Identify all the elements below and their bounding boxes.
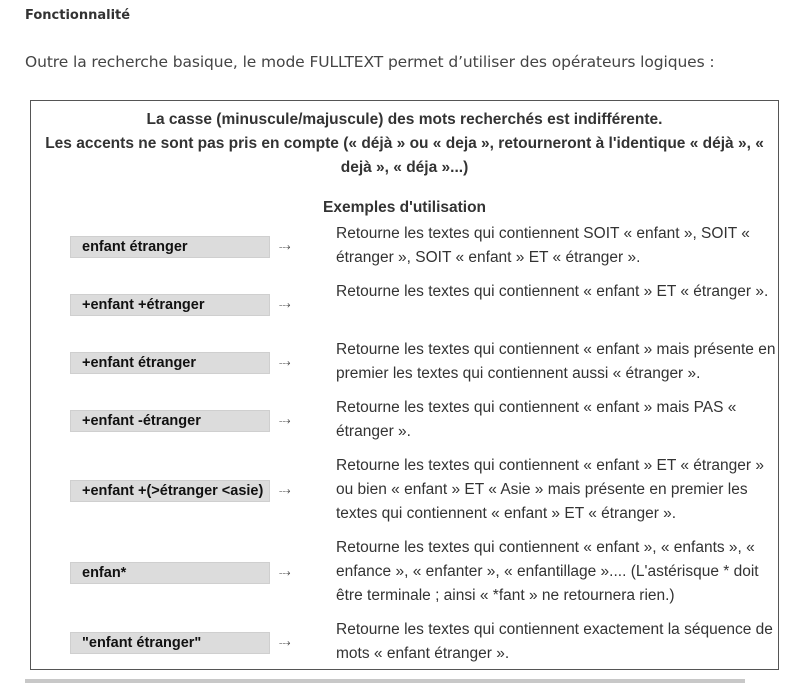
arrow-icon: ⤏ [279,415,291,427]
case-note: La casse (minuscule/majuscule) des mots recherchés est indifférente. [146,111,663,128]
example-description: Retourne les textes qui contiennent « enfant », « enfants », « enfance », « enfanter », « enfantillage ».... (L'astérisque * doit être terminale ; ainsi « *fant » ne retournera rien.) [336,539,759,604]
intro-paragraph: Outre la recherche basique, le mode FULLTEXT permet d’utiliser des opérateurs logiques : [25,53,715,71]
accent-note: Les accents ne sont pas pris en compte (« déjà » ou « deja », retourneront à l'identique « déjà », « dejà », « déja »...) [45,135,764,176]
example-description: Retourne les textes qui contiennent SOIT « enfant », SOIT « étranger », SOIT « enfant » ET « étranger ». [336,225,750,266]
arrow-icon: ⤏ [279,357,291,369]
example-query[interactable]: +enfant +(>étranger <asie) [70,480,270,502]
arrow-icon: ⤏ [279,241,291,253]
example-query[interactable]: +enfant étranger [70,352,270,374]
example-query[interactable]: +enfant +étranger [70,294,270,316]
example-query[interactable]: enfan* [70,562,270,584]
case-accent-notes [31,108,778,180]
example-query[interactable]: enfant étranger [70,236,270,258]
example-description: Retourne les textes qui contiennent « enfant » mais présente en premier les textes qui contiennent aussi « étranger ». [336,341,776,382]
help-box [30,100,779,670]
arrow-icon: ⤏ [279,299,291,311]
example-query[interactable]: "enfant étranger" [70,632,270,654]
section-title: Fonctionnalité [25,8,131,23]
arrow-icon: ⤏ [279,637,291,649]
example-query[interactable]: +enfant -étranger [70,410,270,432]
example-description: Retourne les textes qui contiennent « enfant » ET « étranger ». [336,283,769,300]
examples-title: Exemples d'utilisation [322,199,487,216]
example-description: Retourne les textes qui contiennent « enfant » mais PAS « étranger ». [336,399,737,440]
arrow-icon: ⤏ [279,567,291,579]
next-paragraph-cutoff [25,676,785,688]
example-description: Retourne les textes qui contiennent « enfant » ET « étranger » ou bien « enfant » ET « Asie » mais présente en premier les textes qui contiennent « enfant » ET « étranger ». [336,457,764,522]
arrow-icon: ⤏ [279,485,291,497]
example-description: Retourne les textes qui contiennent exactement la séquence de mots « enfant étranger ». [336,621,773,662]
